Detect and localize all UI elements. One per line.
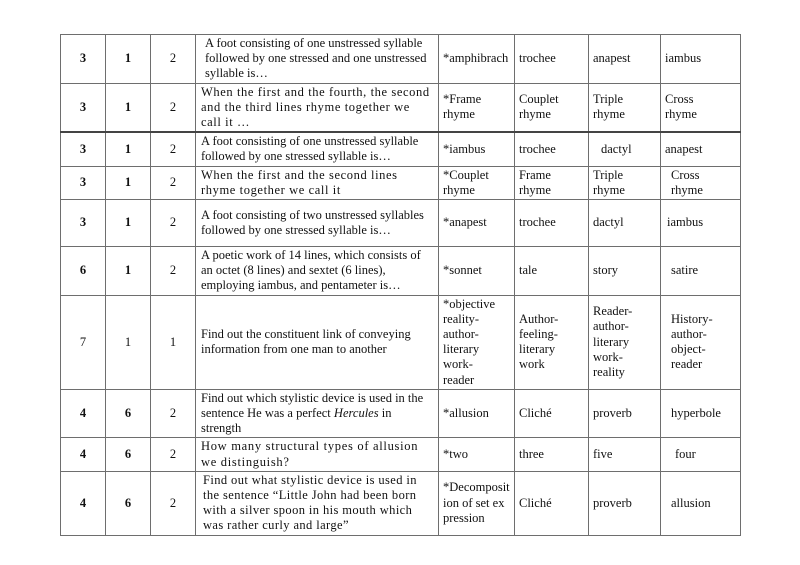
option-cell: anapest bbox=[589, 35, 661, 84]
level-cell: 4 bbox=[61, 389, 106, 438]
option-cell: iambus bbox=[661, 200, 741, 247]
module-cell: 1 bbox=[106, 295, 151, 389]
correct-answer-cell: *Couplet rhyme bbox=[439, 166, 515, 199]
level-cell: 6 bbox=[61, 247, 106, 296]
option-cell: four bbox=[661, 438, 741, 471]
option-cell: Triple rhyme bbox=[589, 83, 661, 132]
option-cell: Author- feeling- literary work bbox=[515, 295, 589, 389]
option-cell: five bbox=[589, 438, 661, 471]
option-cell: hyperbole bbox=[661, 389, 741, 438]
question-cell: Find out the constituent link of conveying information from one man to another bbox=[196, 295, 439, 389]
table-row bbox=[61, 471, 741, 535]
level-cell: 3 bbox=[61, 132, 106, 166]
option-cell: trochee bbox=[515, 200, 589, 247]
question-cell: A foot consisting of two unstressed syllables followed by one stressed syllable is… bbox=[196, 200, 439, 247]
correct-answer-cell: *Frame rhyme bbox=[439, 83, 515, 132]
option-cell: Triple rhyme bbox=[589, 166, 661, 199]
option-cell: proverb bbox=[589, 389, 661, 438]
correct-answer-cell: *two bbox=[439, 438, 515, 471]
option-cell: Cross rhyme bbox=[661, 83, 741, 132]
option-cell: anapest bbox=[661, 132, 741, 166]
option-cell: Cross rhyme bbox=[661, 166, 741, 199]
points-cell: 2 bbox=[151, 83, 196, 132]
table-row bbox=[61, 438, 741, 471]
level-cell: 3 bbox=[61, 35, 106, 84]
table-row bbox=[61, 389, 741, 438]
option-cell: trochee bbox=[515, 35, 589, 84]
module-cell: 1 bbox=[106, 35, 151, 84]
table-row bbox=[61, 200, 741, 247]
table-row bbox=[61, 35, 741, 84]
question-cell: A poetic work of 14 lines, which consists of an octet (8 lines) and sextet (6 lines), employing iambus, and pentameter is… bbox=[196, 247, 439, 296]
level-cell: 4 bbox=[61, 438, 106, 471]
option-cell: three bbox=[515, 438, 589, 471]
option-cell: satire bbox=[661, 247, 741, 296]
option-cell: Couplet rhyme bbox=[515, 83, 589, 132]
table-row bbox=[61, 247, 741, 296]
correct-answer-cell: *sonnet bbox=[439, 247, 515, 296]
module-cell: 1 bbox=[106, 200, 151, 247]
question-cell: When the first and the fourth, the second and the third lines rhyme together we call it … bbox=[196, 83, 439, 132]
correct-answer-cell: *objective reality- author- literary work- reader bbox=[439, 295, 515, 389]
points-cell: 2 bbox=[151, 132, 196, 166]
correct-answer-cell: *amphibrach bbox=[439, 35, 515, 84]
table-row bbox=[61, 166, 741, 199]
module-cell: 1 bbox=[106, 247, 151, 296]
option-cell: tale bbox=[515, 247, 589, 296]
correct-answer-cell: *Decomposition of set expression bbox=[439, 471, 515, 535]
level-cell: 3 bbox=[61, 166, 106, 199]
option-cell: allusion bbox=[661, 471, 741, 535]
option-cell: dactyl bbox=[589, 132, 661, 166]
level-cell: 3 bbox=[61, 200, 106, 247]
question-cell: How many structural types of allusion we distinguish? bbox=[196, 438, 439, 471]
option-cell: Cliché bbox=[515, 389, 589, 438]
points-cell: 2 bbox=[151, 438, 196, 471]
option-cell: Reader- author- literary work- reality bbox=[589, 295, 661, 389]
points-cell: 2 bbox=[151, 247, 196, 296]
question-text-end: in strength bbox=[201, 406, 392, 436]
question-emphasis: Hercules bbox=[333, 406, 379, 421]
question-cell bbox=[196, 389, 439, 438]
option-cell: proverb bbox=[589, 471, 661, 535]
table-row bbox=[61, 295, 741, 389]
module-cell: 1 bbox=[106, 83, 151, 132]
option-cell: trochee bbox=[515, 132, 589, 166]
option-cell: iambus bbox=[661, 35, 741, 84]
question-cell: Find out what stylistic device is used in the sentence “Little John had been born with a silver spoon in his mouth which was rather curly and large” bbox=[196, 471, 439, 535]
test-question-table bbox=[60, 34, 741, 536]
correct-answer-cell: *allusion bbox=[439, 389, 515, 438]
points-cell: 2 bbox=[151, 389, 196, 438]
level-cell: 3 bbox=[61, 83, 106, 132]
option-cell: Frame rhyme bbox=[515, 166, 589, 199]
option-cell: dactyl bbox=[589, 200, 661, 247]
option-cell: History- author- object- reader bbox=[661, 295, 741, 389]
correct-answer-cell: *anapest bbox=[439, 200, 515, 247]
module-cell: 1 bbox=[106, 166, 151, 199]
option-cell: Cliché bbox=[515, 471, 589, 535]
table-row bbox=[61, 83, 741, 132]
points-cell: 2 bbox=[151, 166, 196, 199]
module-cell: 6 bbox=[106, 389, 151, 438]
points-cell: 2 bbox=[151, 200, 196, 247]
question-cell: A foot consisting of one unstressed syllable followed by one stressed syllable is… bbox=[196, 132, 439, 166]
correct-answer-cell: *iambus bbox=[439, 132, 515, 166]
module-cell: 6 bbox=[106, 471, 151, 535]
module-cell: 1 bbox=[106, 132, 151, 166]
points-cell: 2 bbox=[151, 471, 196, 535]
option-cell: story bbox=[589, 247, 661, 296]
points-cell: 2 bbox=[151, 35, 196, 84]
question-cell: When the first and the second lines rhyme together we call it bbox=[196, 166, 439, 199]
module-cell: 6 bbox=[106, 438, 151, 471]
points-cell: 1 bbox=[151, 295, 196, 389]
level-cell: 7 bbox=[61, 295, 106, 389]
question-cell: A foot consisting of one unstressed syllable followed by one stressed and one unstressed syllable is… bbox=[196, 35, 439, 84]
table-row bbox=[61, 132, 741, 166]
level-cell: 4 bbox=[61, 471, 106, 535]
question-text: Find out which stylistic device is used in the sentence He was a perfect bbox=[201, 390, 424, 421]
